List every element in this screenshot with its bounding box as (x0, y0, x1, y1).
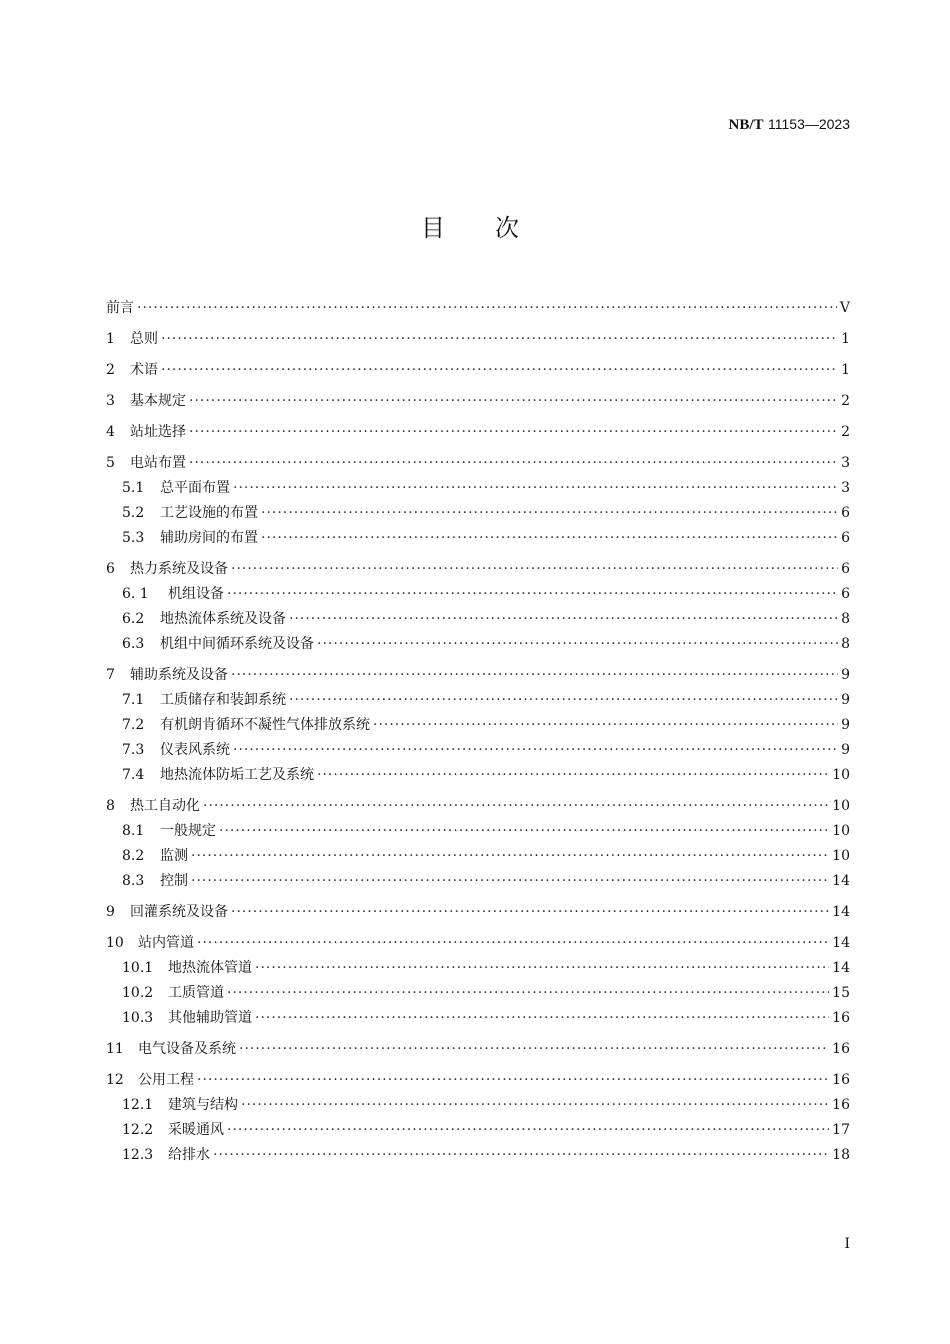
toc-entry-label: 基本规定 (130, 393, 186, 409)
toc-entry-page: V (839, 300, 850, 316)
toc-entry[interactable] (106, 688, 850, 713)
standard-number: 11153—2023 (768, 116, 850, 132)
toc-entry[interactable] (106, 582, 850, 607)
toc-entry-number: 8.3 (122, 873, 145, 889)
toc-leader-dots (161, 327, 838, 352)
toc-entry-page: 9 (841, 742, 850, 758)
toc-entry-number: 2 (106, 362, 115, 378)
toc-entry-page: 16 (832, 1010, 850, 1026)
toc-entry-label: 热力系统及设备 (130, 561, 228, 577)
toc-entry-page: 1 (841, 362, 850, 378)
toc-entry-number: 11 (106, 1041, 124, 1057)
toc-entry-number: 8.1 (122, 823, 145, 839)
toc-entry-label: 工质储存和装卸系统 (160, 692, 286, 708)
toc-entry[interactable] (106, 632, 850, 657)
table-of-contents (106, 296, 850, 1168)
toc-leader-dots (231, 557, 838, 582)
toc-entry-page: 6 (841, 505, 850, 521)
toc-entry-label: 站址选择 (130, 424, 186, 440)
toc-leader-dots (289, 688, 838, 713)
toc-entry-page: 3 (841, 480, 850, 496)
toc-entry-page: 14 (832, 960, 850, 976)
toc-leader-dots (241, 1093, 829, 1118)
toc-entry-number: 10.1 (122, 960, 154, 976)
toc-entry-page: 1 (841, 331, 850, 347)
toc-entry-page: 16 (832, 1041, 850, 1057)
toc-entry[interactable] (106, 794, 850, 819)
toc-entry[interactable] (106, 713, 850, 738)
toc-entry-label: 站内管道 (138, 935, 194, 951)
toc-entry-page: 9 (841, 717, 850, 733)
standard-prefix: NB/T (728, 117, 764, 133)
toc-entry[interactable] (106, 1093, 850, 1118)
toc-leader-dots (189, 420, 838, 445)
toc-leader-dots (317, 763, 829, 788)
toc-entry-number: 5 (106, 455, 115, 471)
toc-entry-number: 5.3 (122, 530, 145, 546)
toc-entry-label: 建筑与结构 (168, 1097, 238, 1113)
toc-leader-dots (197, 1068, 829, 1093)
toc-leader-dots (373, 713, 838, 738)
toc-leader-dots (213, 1143, 829, 1168)
toc-entry[interactable] (106, 1006, 850, 1031)
toc-entry-label: 工质管道 (168, 985, 224, 1001)
toc-entry-number: 10.2 (122, 985, 154, 1001)
toc-leader-dots (191, 869, 829, 894)
standard-code (729, 116, 850, 134)
toc-leader-dots (137, 296, 837, 321)
toc-entry[interactable] (106, 557, 850, 582)
toc-entry[interactable] (106, 476, 850, 501)
toc-entry-number: 10.3 (122, 1010, 154, 1026)
toc-leader-dots (255, 956, 829, 981)
toc-leader-dots (197, 931, 829, 956)
toc-entry-page: 10 (832, 848, 850, 864)
toc-leader-dots (239, 1037, 829, 1062)
toc-entry-number: 7.4 (122, 767, 145, 783)
toc-entry[interactable] (106, 526, 850, 551)
toc-entry-page: 6 (841, 561, 850, 577)
toc-entry[interactable] (106, 819, 850, 844)
toc-entry[interactable] (106, 327, 850, 352)
toc-leader-dots (255, 1006, 829, 1031)
toc-entry-number: 12.3 (122, 1147, 154, 1163)
toc-entry-label: 控制 (160, 873, 188, 889)
toc-leader-dots (227, 582, 838, 607)
toc-leader-dots (261, 526, 838, 551)
toc-leader-dots (219, 819, 829, 844)
toc-entry-page: 10 (832, 767, 850, 783)
toc-entry-page: 8 (841, 611, 850, 627)
toc-entry-number: 12.2 (122, 1122, 154, 1138)
toc-leader-dots (189, 451, 838, 476)
toc-entry-page: 18 (832, 1147, 850, 1163)
toc-entry-number: 8 (106, 798, 115, 814)
toc-entry-label: 其他辅助管道 (168, 1010, 252, 1026)
toc-leader-dots (231, 663, 838, 688)
toc-entry-number: 7 (106, 667, 115, 683)
toc-entry-page: 6 (841, 530, 850, 546)
toc-entry-label: 有机朗肯循环不凝性气体排放系统 (160, 717, 370, 733)
toc-entry-label: 地热流体系统及设备 (160, 611, 286, 627)
toc-entry[interactable] (106, 869, 850, 894)
toc-entry-page: 2 (841, 424, 850, 440)
toc-entry-number: 8.2 (122, 848, 145, 864)
toc-entry-label: 回灌系统及设备 (130, 904, 228, 920)
toc-entry[interactable] (106, 663, 850, 688)
toc-leader-dots (233, 738, 838, 763)
toc-entry-label: 监测 (160, 848, 188, 864)
toc-leader-dots (191, 844, 829, 869)
toc-entry-label: 辅助房间的布置 (160, 530, 258, 546)
toc-entry-number: 7.2 (122, 717, 145, 733)
toc-entry-number: 12 (106, 1072, 124, 1088)
toc-entry-label: 电气设备及系统 (138, 1041, 236, 1057)
toc-entry-page: 10 (832, 798, 850, 814)
toc-entry-label: 地热流体防垢工艺及系统 (160, 767, 314, 783)
toc-entry-label: 机组中间循环系统及设备 (160, 636, 314, 652)
toc-entry-number: 3 (106, 393, 115, 409)
toc-entry-label: 电站布置 (130, 455, 186, 471)
toc-entry-number: 6. 1 (122, 586, 149, 602)
toc-entry-page: 6 (841, 586, 850, 602)
toc-entry[interactable] (106, 1118, 850, 1143)
toc-entry-number: 6.3 (122, 636, 145, 652)
toc-entry-number: 6 (106, 561, 115, 577)
toc-entry-page: 8 (841, 636, 850, 652)
toc-entry-number: 9 (106, 904, 115, 920)
toc-entry[interactable] (106, 1143, 850, 1168)
toc-entry[interactable] (106, 931, 850, 956)
toc-entry-page: 14 (832, 935, 850, 951)
toc-entry-label: 地热流体管道 (168, 960, 252, 976)
toc-entry-number: 7.3 (122, 742, 145, 758)
toc-entry[interactable] (106, 956, 850, 981)
toc-entry[interactable] (106, 451, 850, 476)
toc-entry-number: 12.1 (122, 1097, 154, 1113)
toc-entry-label: 仪表风系统 (160, 742, 230, 758)
toc-entry-number: 6.2 (122, 611, 145, 627)
toc-leader-dots (289, 607, 838, 632)
toc-leader-dots (233, 476, 838, 501)
toc-entry-page: 14 (832, 873, 850, 889)
toc-entry[interactable] (106, 296, 850, 321)
toc-entry-page: 15 (832, 985, 850, 1001)
toc-entry-label: 一般规定 (160, 823, 216, 839)
toc-entry-page: 17 (832, 1122, 850, 1138)
toc-entry-number: 5.2 (122, 505, 145, 521)
toc-entry-label: 前言 (106, 300, 134, 316)
toc-leader-dots (231, 900, 829, 925)
toc-entry[interactable] (106, 501, 850, 526)
toc-entry-number: 7.1 (122, 692, 145, 708)
toc-entry-label: 采暖通风 (168, 1122, 224, 1138)
toc-entry-label: 工艺设施的布置 (160, 505, 258, 521)
toc-entry-label: 总平面布置 (160, 480, 230, 496)
toc-entry[interactable] (106, 981, 850, 1006)
toc-entry-number: 5.1 (122, 480, 145, 496)
toc-entry-page: 10 (832, 823, 850, 839)
toc-entry[interactable] (106, 844, 850, 869)
toc-entry-number: 1 (106, 331, 115, 347)
toc-entry[interactable] (106, 900, 850, 925)
page-number: I (844, 1236, 850, 1252)
toc-entry-page: 9 (841, 667, 850, 683)
toc-entry[interactable] (106, 358, 850, 383)
toc-entry-page: 3 (841, 455, 850, 471)
page-title: 目次 (421, 214, 569, 242)
toc-entry-page: 14 (832, 904, 850, 920)
toc-entry[interactable] (106, 389, 850, 414)
toc-leader-dots (227, 1118, 829, 1143)
toc-entry-label: 辅助系统及设备 (130, 667, 228, 683)
toc-entry[interactable] (106, 420, 850, 445)
toc-entry[interactable] (106, 738, 850, 763)
toc-entry-number: 10 (106, 935, 124, 951)
toc-entry-label: 机组设备 (168, 586, 224, 602)
toc-entry[interactable] (106, 1068, 850, 1093)
toc-leader-dots (203, 794, 829, 819)
toc-entry-label: 术语 (130, 362, 158, 378)
toc-entry-page: 2 (841, 393, 850, 409)
toc-entry-page: 9 (841, 692, 850, 708)
toc-entry-number: 4 (106, 424, 115, 440)
toc-leader-dots (161, 358, 838, 383)
toc-entry-page: 16 (832, 1072, 850, 1088)
toc-entry-label: 总则 (130, 331, 158, 347)
toc-leader-dots (189, 389, 838, 414)
toc-entry[interactable] (106, 1037, 850, 1062)
toc-entry[interactable] (106, 763, 850, 788)
toc-entry-page: 16 (832, 1097, 850, 1113)
toc-entry[interactable] (106, 607, 850, 632)
toc-leader-dots (317, 632, 838, 657)
toc-leader-dots (227, 981, 829, 1006)
toc-entry-label: 给排水 (168, 1147, 210, 1163)
toc-entry-label: 热工自动化 (130, 798, 200, 814)
toc-leader-dots (261, 501, 838, 526)
toc-entry-label: 公用工程 (138, 1072, 194, 1088)
